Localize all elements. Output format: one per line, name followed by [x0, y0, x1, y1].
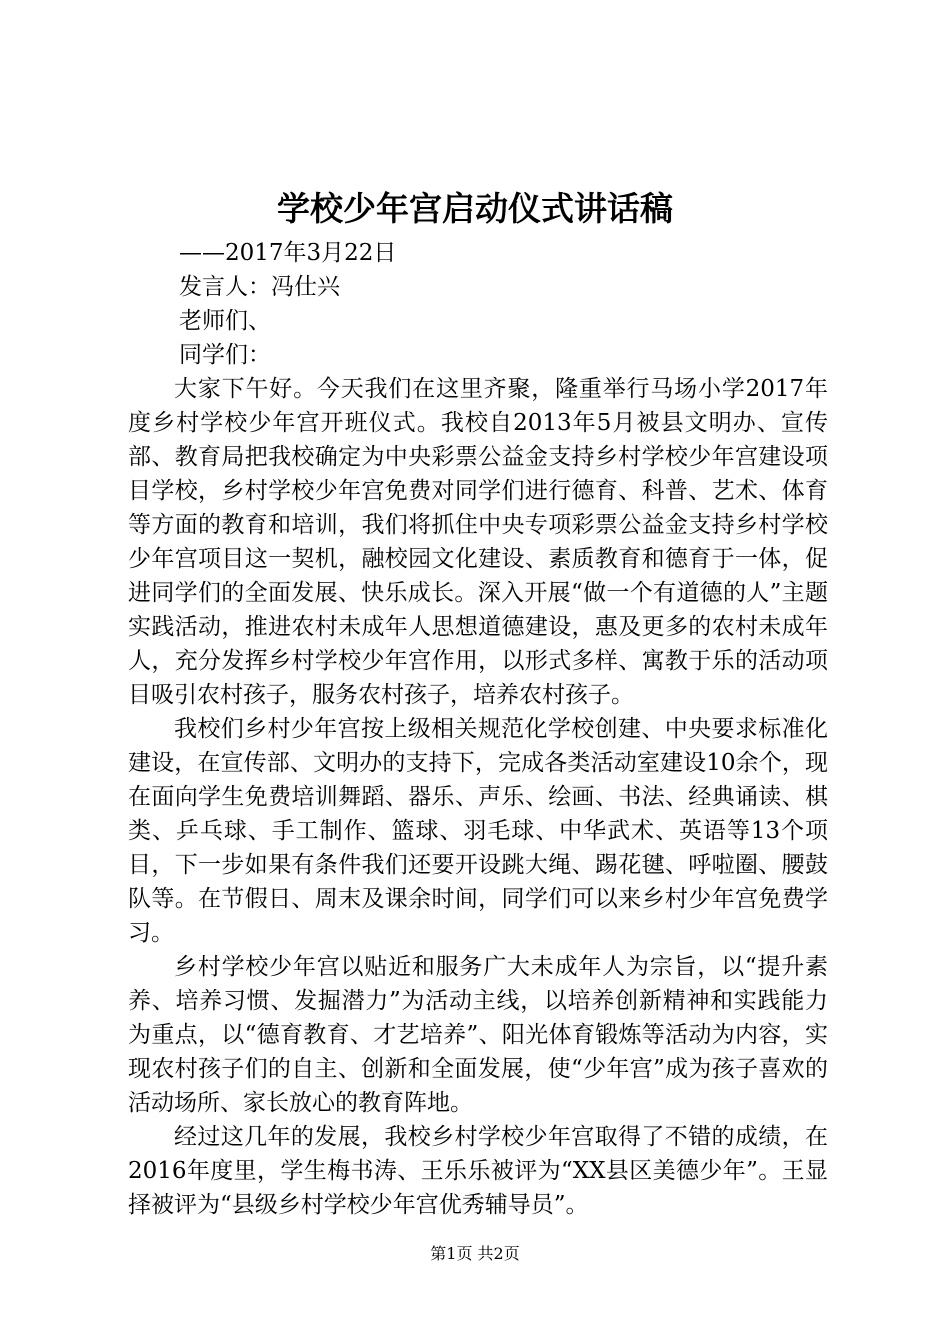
date-line: ——2017年3月22日 — [179, 240, 397, 266]
paragraph-3: 乡村学校少年宫以贴近和服务广大未成年人为宗旨，以“提升素养、培养习惯、发掘潜力”为活动主线，以培养创新精神和实践能力为重点，以“德育教育、才艺培养”、阳光体育锻炼等活动为内容，实现农村孩子们的自主、创新和全面发展，使“少年宫”成为孩子喜欢的活动场所、家长放心的教育阵地。 — [128, 954, 828, 1116]
document-body — [128, 236, 828, 1222]
paragraph-2: 我校们乡村少年宫按上级相关规范化学校创建、中央要求标准化建设，在宣传部、文明办的支持下，完成各类活动室建设10余个，现在面向学生免费培训舞蹈、器乐、声乐、绘画、书法、经典诵读、棋类、乒乓球、手工制作、篮球、羽毛球、中华武术、英语等13个项目，下一步如果有条件我们还要开设跳大绳、踢花毽、呼啦圈、腰鼓队等。在节假日、周末及课余时间，同学们可以来乡村少年宫免费学习。 — [128, 716, 828, 946]
paragraph-1: 大家下午好。今天我们在这里齐聚，隆重举行马场小学2017年度乡村学校少年宫开班仪式。我校自2013年5月被县文明办、宣传部、教育局把我校确定为中央彩票公益金支持乡村学校少年宫建设项目学校，乡村学校少年宫免费对同学们进行德育、科普、艺术、体育等方面的教育和培训，我们将抓住中央专项彩票公益金支持乡村学校少年宫项目这一契机，融校园文化建设、素质教育和德育于一体，促进同学们的全面发展、快乐成长。深入开展“做一个有道德的人”主题实践活动，推进农村未成年人思想道德建设，惠及更多的农村未成年人，充分发挥乡村学校少年宫作用，以形式多样、寓教于乐的活动项目吸引农村孩子，服务农村孩子，培养农村孩子。 — [128, 376, 828, 708]
document-title: 学校少年宫启动仪式讲话稿 — [277, 189, 673, 228]
salutation-teachers: 老师们、 — [179, 308, 271, 334]
page-footer: 第1页 共2页 — [430, 1244, 520, 1263]
speaker-line: 发言人：冯仕兴 — [179, 274, 340, 300]
paragraph-4: 经过这几年的发展，我校乡村学校少年宫取得了不错的成绩，在2016年度里，学生梅书涛、王乐乐被评为“XX县区美德少年”。王显择被评为“县级乡村学校少年宫优秀辅导员”。 — [128, 1124, 828, 1218]
salutation-students: 同学们： — [179, 342, 271, 368]
